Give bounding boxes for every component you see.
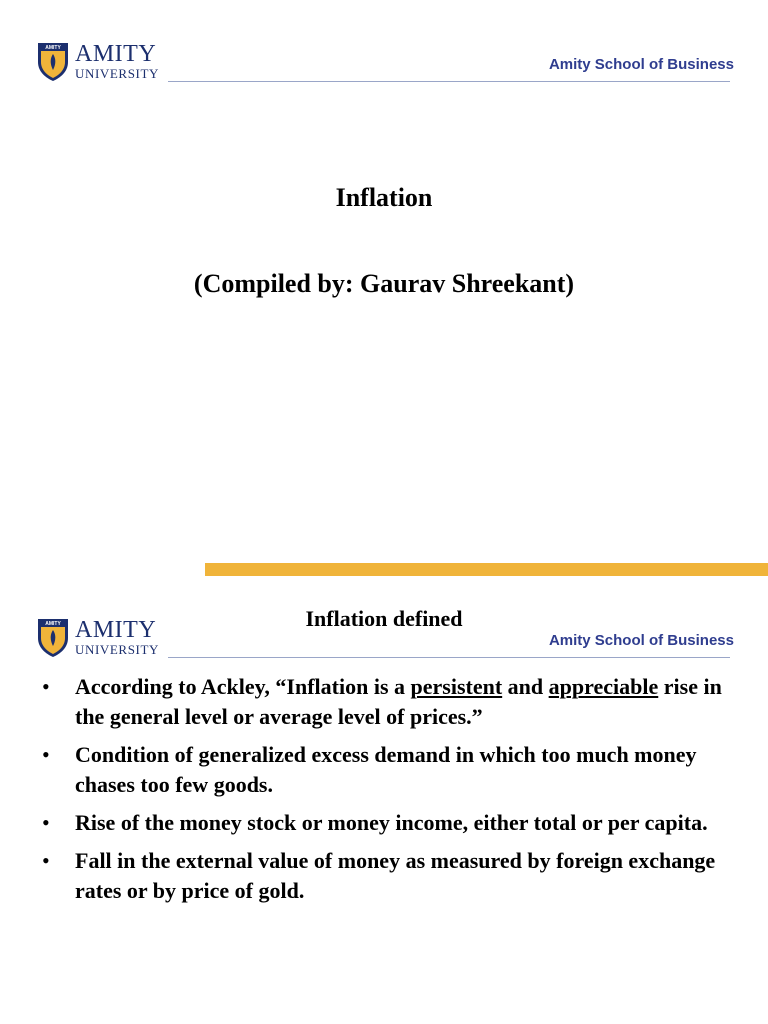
bullet-text: Fall in the external value of money as measured by foreign exchange rates or by price of gold. [75, 848, 716, 903]
logo-wordmark: AMITY [75, 617, 157, 643]
bullet-text: According to Ackley, “Inflation is a [75, 674, 411, 699]
school-name: Amity School of Business [548, 632, 734, 649]
shield-lettering: AMITY [45, 621, 61, 627]
bullet-text: Rise of the money stock or money income, either total or per capita. [75, 810, 708, 835]
bullet-text: Condition of generalized excess demand in which too much money chases too few goods. [75, 742, 697, 797]
definition-list [42, 672, 742, 914]
logo-subtitle: UNIVERSITY [75, 66, 159, 81]
list-item [42, 846, 742, 906]
amity-shield-icon [36, 40, 70, 82]
slide-title: Inflation [335, 183, 433, 212]
shield-lettering: AMITY [45, 45, 61, 51]
bullet-marker: • [42, 848, 50, 873]
underlined-term: persistent [410, 674, 503, 699]
definition-slide [0, 578, 768, 1024]
slide-title: Inflation defined [305, 606, 463, 631]
bullet-text: and [502, 674, 549, 699]
amity-logo [36, 40, 159, 82]
logo-subtitle: UNIVERSITY [75, 642, 159, 657]
bullet-marker: • [42, 810, 50, 835]
school-name: Amity School of Business [548, 56, 734, 73]
bullet-marker: • [42, 674, 50, 699]
bullet-marker: • [42, 742, 50, 767]
header-divider [168, 657, 730, 658]
underlined-term: appreciable [548, 674, 659, 699]
slide-subtitle: (Compiled by: Gaurav Shreekant) [193, 269, 575, 298]
bullet-text: rise in the general level or average level of prices.” [75, 674, 722, 729]
header-divider [168, 81, 730, 82]
footer-accent-bar [205, 563, 768, 576]
list-item [42, 740, 742, 800]
logo-wordmark: AMITY [75, 41, 157, 67]
list-item [42, 808, 742, 838]
list-item [42, 672, 742, 732]
